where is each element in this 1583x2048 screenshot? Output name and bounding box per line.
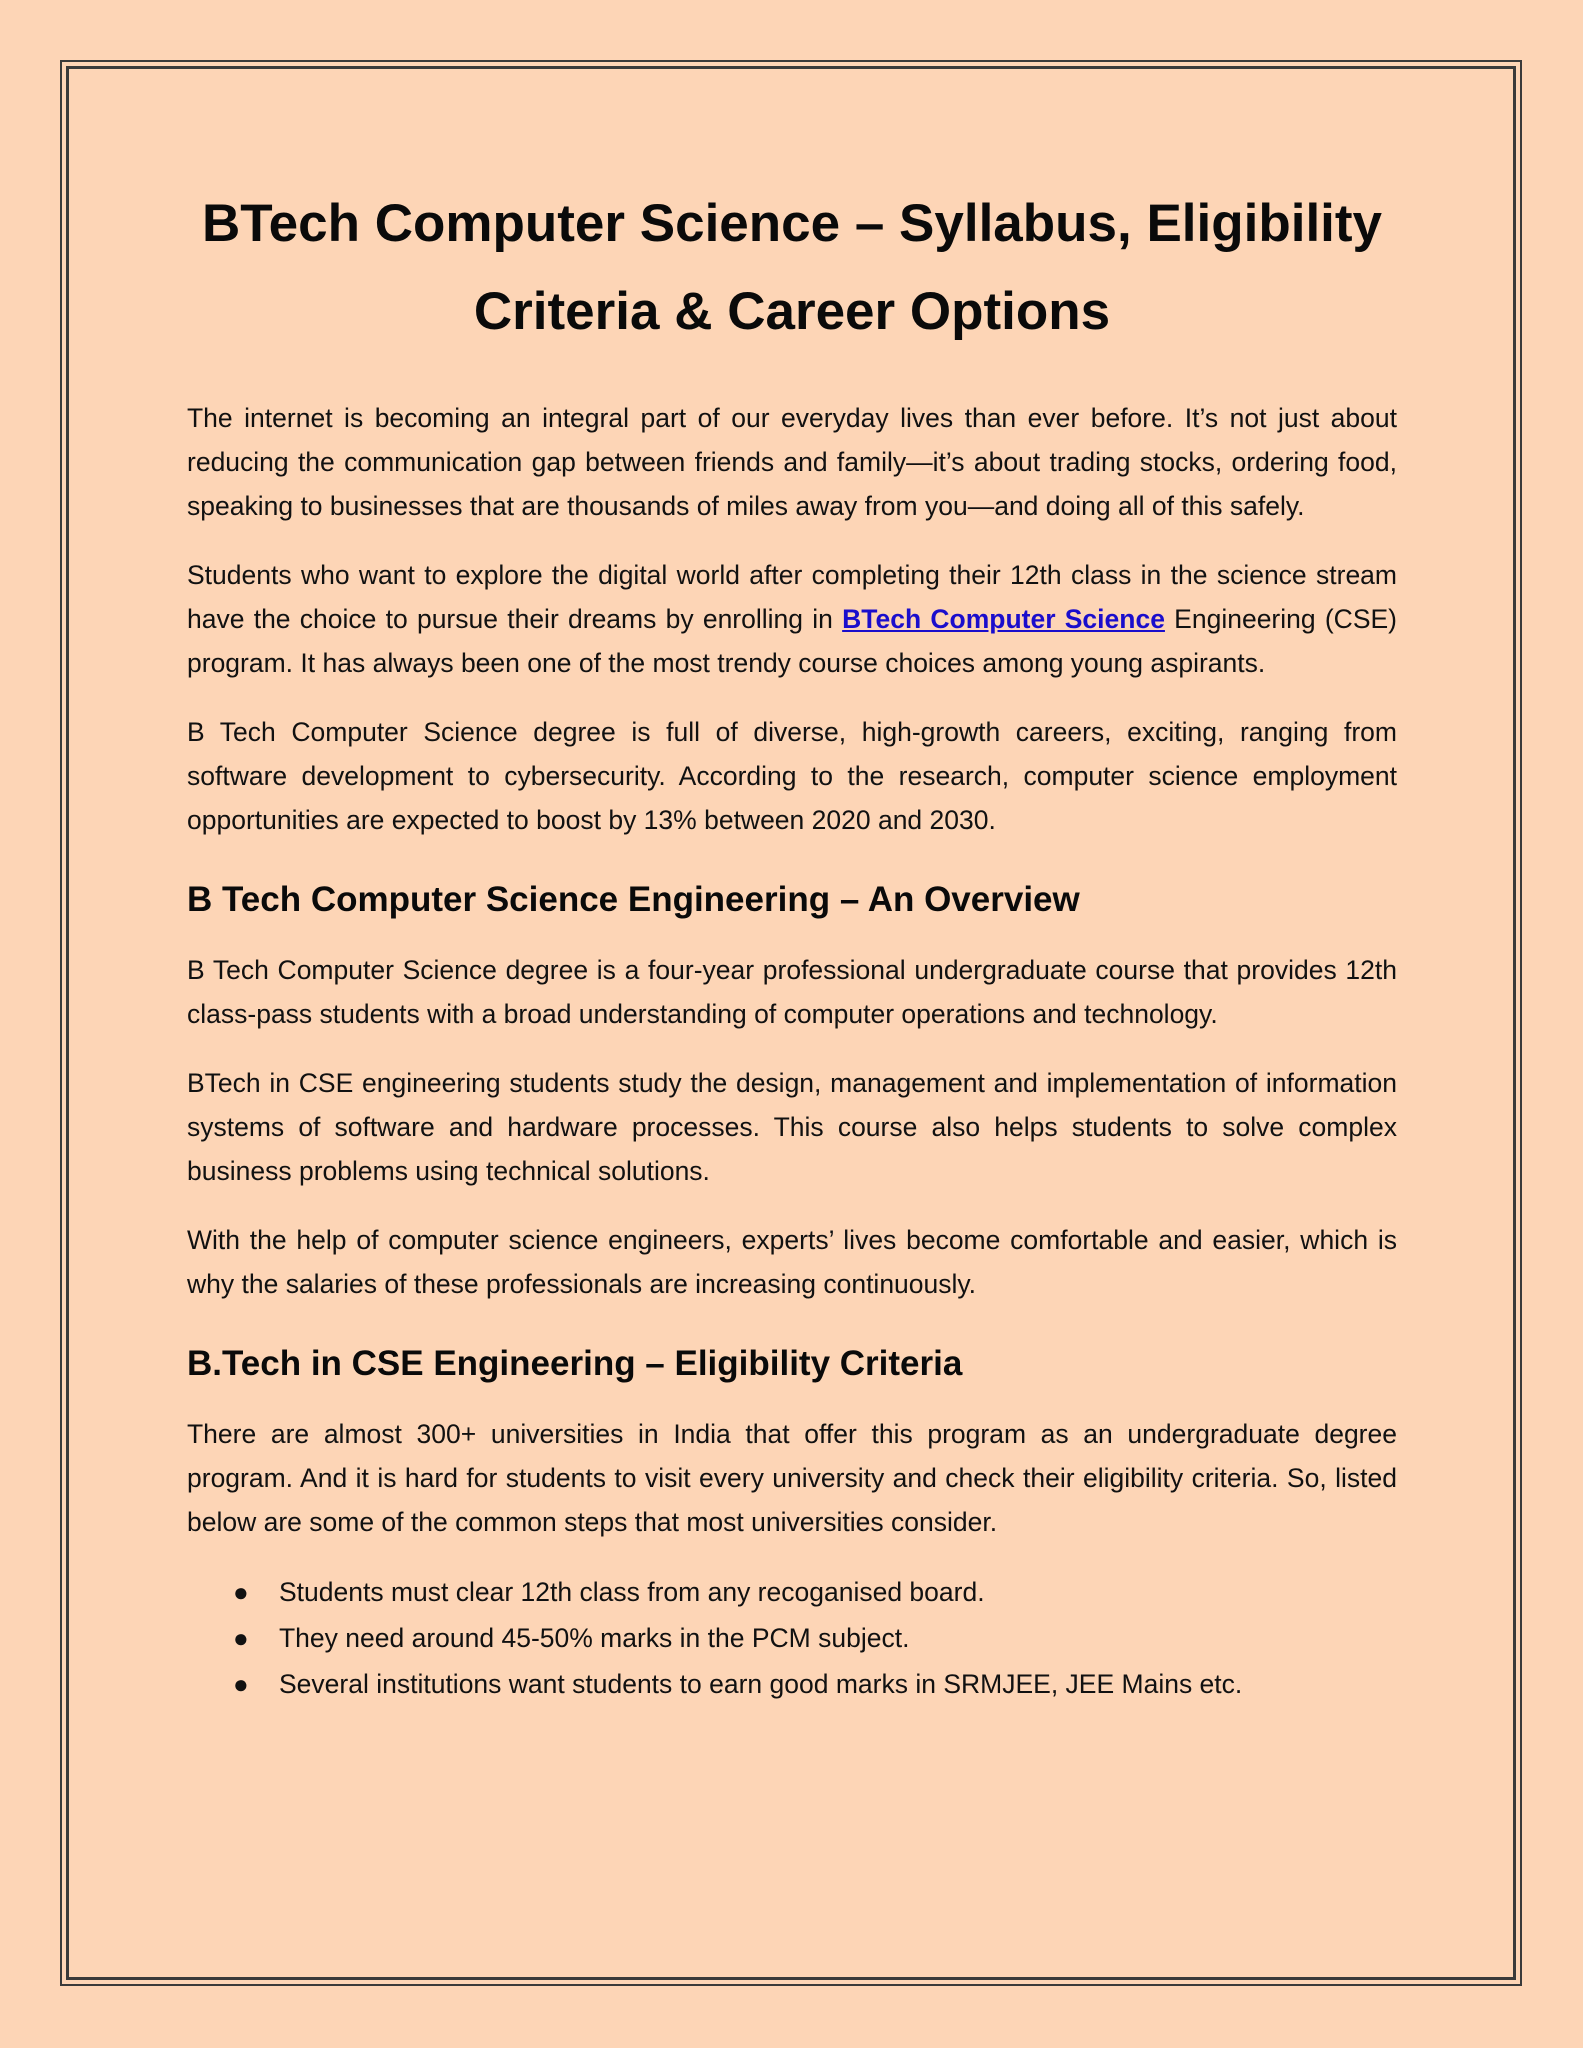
list-item-text: Several institutions want students to earn good marks in SRMJEE, JEE Mains etc.: [279, 1669, 1243, 1699]
btech-cs-link[interactable]: BTech Computer Science: [842, 604, 1165, 634]
list-item: [187, 1569, 1397, 1615]
list-item: [187, 1615, 1397, 1661]
page-title: BTech Computer Science – Syllabus, Eligibility Criteria & Career Options: [201, 194, 1383, 341]
overview-paragraph-2: BTech in CSE engineering students study the design, management and implementation of information systems of software and hardware processes. This course also helps students to solve complex business problems using technical solutions.: [187, 1068, 1397, 1186]
intro-paragraph-2: [187, 553, 1397, 685]
bullet-icon: ●: [233, 1623, 249, 1653]
list-item-text: They need around 45-50% marks in the PCM subject.: [279, 1623, 910, 1653]
intro-paragraph-1: The internet is becoming an integral part of our everyday lives than ever before. It’s not just about reducing the communication gap between friends and family—it’s about trading stocks, ordering food, speaking to businesses that are thousands of miles away from you—and doing all of this safely.: [187, 403, 1397, 521]
intro-paragraph-3: B Tech Computer Science degree is full of diverse, high-growth careers, exciting, ranging from software development to cybersecurity. According to the research, computer science employment opportunities are expected to boost by 13% between 2020 and 2030.: [187, 717, 1397, 835]
overview-paragraph-3: With the help of computer science engineers, experts’ lives become comfortable and easier, which is why the salaries of these professionals are increasing continuously.: [187, 1225, 1397, 1299]
intro-paragraph-2-before: Students who want to explore the digital world after completing their 12th class in the science stream have the choice to pursue their dreams by enrolling in: [187, 560, 1397, 634]
overview-heading: B Tech Computer Science Engineering – An Overview: [187, 880, 1080, 919]
overview-paragraph-1: B Tech Computer Science degree is a four-year professional undergraduate course that provides 12th class-pass students with a broad understanding of computer operations and technology.: [187, 955, 1397, 1029]
document-body: [187, 180, 1397, 1707]
list-item-text: Students must clear 12th class from any recoganised board.: [279, 1577, 985, 1607]
bullet-icon: ●: [233, 1577, 249, 1607]
list-item: [187, 1661, 1397, 1707]
intro-paragraph-2-after: Engineering (CSE) program. It has always been one of the most trendy course choices among young aspirants.: [187, 604, 1397, 678]
bullet-icon: ●: [233, 1669, 249, 1699]
eligibility-heading: B.Tech in CSE Engineering – Eligibility Criteria: [187, 1344, 963, 1383]
eligibility-list: [187, 1569, 1397, 1707]
eligibility-paragraph: There are almost 300+ universities in India that offer this program as an undergraduate degree program. And it is hard for students to visit every university and check their eligibility criteria. So, listed below are some of the common steps that most universities consider.: [187, 1419, 1397, 1537]
